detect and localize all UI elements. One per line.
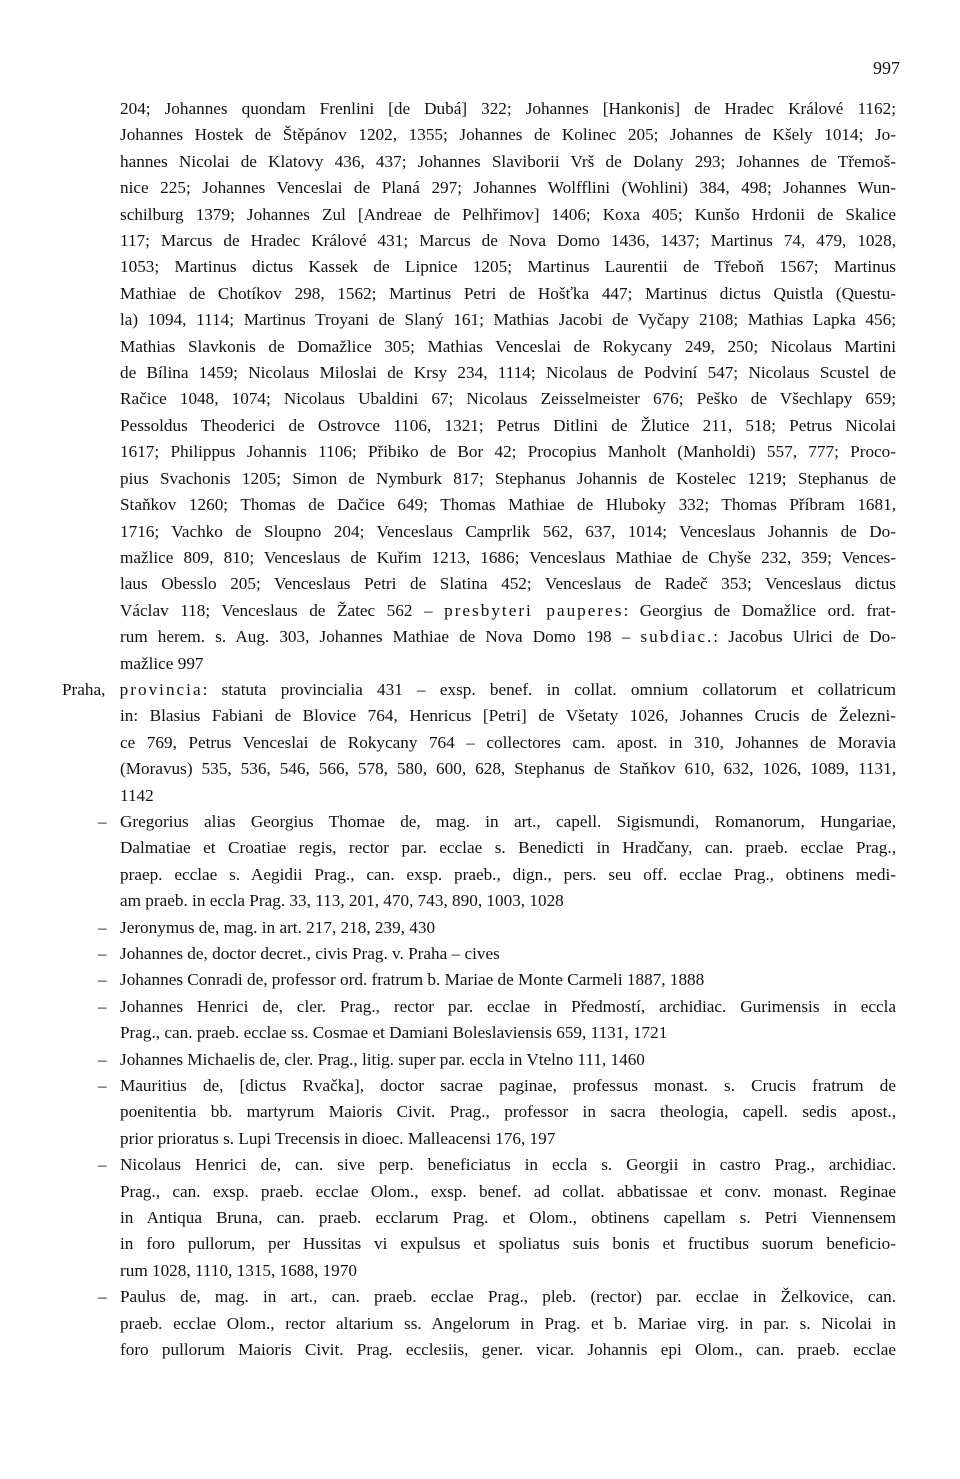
text-line: nice 225; Johannes Venceslai de Planá 297; Johannes Wolfflini (Wohlini) 384, 498; Johannes Wun- (120, 178, 896, 198)
text-line: praeb. ecclae Olom., rector altarium ss. Angelorum in Prag. et b. Mariae virg. in par. s. Nicolai in (120, 1313, 896, 1333)
text-line: 1617; Philippus Johannis 1106; Přibiko de Bor 42; Procopius Manholt (Manholdi) 557, 777; Proco- (120, 442, 896, 462)
text-line (120, 624, 896, 650)
text-line: Mathias Slavkonis de Domažlice 305; Mathias Venceslai de Rokycany 249, 250; Nicolaus Martini (120, 336, 896, 356)
dash-marker: – (98, 811, 107, 831)
spaced-term: presbyteri pauperes (444, 600, 624, 620)
text-line: prior prioratus s. Lupi Trecensis in dioec. Malleacensi 176, 197 (120, 1128, 556, 1148)
sub-entry (62, 915, 896, 941)
text-line: in: Blasius Fabiani de Blovice 764, Henricus [Petri] de Všetaty 1026, Johannes Crucis de Železni- (120, 706, 896, 726)
text-line: in foro pullorum, per Hussitas vi expulsus et spoliatus suis bonis et fructibus suorum beneficio- (120, 1234, 896, 1254)
text-line: 1716; Vachko de Sloupno 204; Venceslaus Camprlik 562, 637, 1014; Venceslaus Johannis de Do- (120, 521, 896, 541)
dash-marker: – (98, 944, 107, 963)
text-line: am praeb. in eccla Prag. 33, 113, 201, 470, 743, 890, 1003, 1028 (120, 891, 564, 911)
text-line: mažlice 997 (120, 653, 204, 673)
text-line: 1142 (120, 785, 154, 805)
sub-entry (62, 1152, 896, 1284)
sub-entry (62, 1284, 896, 1363)
sub-entry (62, 1047, 896, 1073)
text-line: 117; Marcus de Hradec Králové 431; Marcus de Nova Domo 1436, 1437; Martinus 74, 479, 1028, (120, 231, 896, 251)
text-line: Johannes de, doctor decret., civis Prag. v. Praha – cives (120, 944, 500, 963)
sub-entry (62, 994, 896, 1047)
sub-entry (62, 1073, 896, 1152)
text-line: in Antiqua Bruna, can. praeb. ecclarum Prag. et Olom., obtinens capellam s. Petri Viennensem (120, 1208, 896, 1228)
text-line: laus Obesslo 205; Venceslaus Petri de Slatina 452; Venceslaus de Radeč 353; Venceslaus dictus (120, 574, 896, 594)
text-line: Račice 1048, 1074; Nicolaus Ubaldini 67; Nicolaus Zeisselmeister 676; Peško de Všechlapy 659; (120, 389, 896, 409)
text-line: Pessoldus Theoderici de Ostrovce 1106, 1321; Petrus Ditlini de Žlutice 211, 518; Petrus Nicolai (120, 415, 896, 435)
text-segment: : statuta provincialia 431 – exsp. benef. in collat. omnium collatorum et collatricum (202, 679, 896, 699)
text-line: Mathiae de Chotíkov 298, 1562; Martinus Petri de Hošťka 447; Martinus dictus Quistla (Questu- (120, 283, 896, 303)
spaced-term: provincia (119, 679, 203, 699)
text-line: Prag., can. exsp. praeb. ecclae Olom., exsp. benef. ad collat. abbatissae et conv. monast. Reginae (120, 1181, 896, 1201)
text-line: Nicolaus Henrici de, can. sive perp. beneficiatus in eccla s. Georgii in castro Prag., archidiac. (120, 1155, 896, 1175)
text-segment: Václav 118; Venceslaus de Žatec 562 – (120, 600, 445, 620)
text-line: Jeronymus de, mag. in art. 217, 218, 239, 430 (120, 917, 436, 937)
text-segment: rum herem. s. Aug. 303, Johannes Mathiae de Nova Domo 198 – (120, 627, 641, 647)
text-line: Johannes Hostek de Štěpánov 1202, 1355; Johannes de Kolinec 205; Johannes de Kšely 1014; Jo- (120, 125, 896, 145)
dash-marker: – (98, 970, 107, 990)
sub-entry (62, 941, 896, 967)
text-line: Gregorius alias Georgius Thomae de, mag. in art., capell. Sigismundi, Romanorum, Hungariae, (120, 811, 896, 831)
continuation-paragraph (62, 96, 896, 677)
praha-entry (62, 677, 896, 809)
dash-marker: – (98, 1287, 107, 1307)
text-line: foro pullorum Maioris Civit. Prag. ecclesiis, gener. vicar. Johannis epi Olom., can. praeb. ecclae (120, 1340, 896, 1360)
text-line: Prag., can. praeb. ecclae ss. Cosmae et Damiani Boleslaviensis 659, 1131, 1721 (120, 1023, 668, 1043)
sub-entry (62, 967, 896, 993)
entry-head-line (62, 677, 896, 703)
text-segment: : Georgius de Domažlice ord. frat- (623, 600, 896, 620)
text-line: Johannes Conradi de, professor ord. fratrum b. Mariae de Monte Carmeli 1887, 1888 (120, 970, 705, 990)
dash-marker: – (98, 917, 107, 937)
entry-headword: Praha, (62, 679, 120, 699)
text-line: mažlice 809, 810; Venceslaus de Kuřim 1213, 1686; Venceslaus Mathiae de Chyše 232, 359; Vences- (120, 547, 896, 567)
dash-marker: – (98, 996, 107, 1016)
text-line: Staňkov 1260; Thomas de Dačice 649; Thomas Mathiae de Hluboky 332; Thomas Příbram 1681, (120, 495, 896, 515)
text-line (120, 598, 896, 624)
text-line: schilburg 1379; Johannes Zul [Andreae de Pelhřimov] 1406; Koxa 405; Kunšo Hrdonii de Skalice (120, 204, 896, 224)
text-line: Mauritius de, [dictus Rvačka], doctor sacrae paginae, professus monast. s. Crucis fratrum de (120, 1076, 896, 1096)
text-line: 1053; Martinus dictus Kassek de Lipnice 1205; Martinus Laurentii de Třeboň 1567; Martinus (120, 257, 896, 277)
text-segment: : Jacobus Ulrici de Do- (713, 627, 897, 647)
text-line: Johannes Henrici de, cler. Prag., rector par. ecclae in Předmostí, archidiac. Gurimensis in eccla (120, 996, 896, 1016)
sub-entry (62, 809, 896, 915)
text-line: la) 1094, 1114; Martinus Troyani de Slaný 161; Mathias Jacobi de Vyčapy 2108; Mathias Lapka 456; (120, 310, 896, 330)
text-line: pius Svachonis 1205; Simon de Nymburk 817; Stephanus Johannis de Kostelec 1219; Stephanus de (120, 468, 896, 488)
text-line: Dalmatiae et Croatiae regis, rector par. ecclae s. Benedicti in Hradčany, can. praeb. ecclae Prag., (120, 838, 896, 858)
text-line: hannes Nicolai de Klatovy 436, 437; Johannes Slaviborii Vrš de Dolany 293; Johannes de Třemoš- (120, 151, 896, 171)
text-line: Johannes Michaelis de, cler. Prag., litig. super par. eccla in Vtelno 111, 1460 (120, 1049, 645, 1069)
text-line: ce 769, Petrus Venceslai de Rokycany 764 – collectores cam. apost. in 310, Johannes de Moravia (120, 732, 896, 752)
text-line: praep. ecclae s. Aegidii Prag., can. exsp. praeb., dign., pers. seu off. ecclae Prag., obtinens medi- (120, 864, 896, 884)
text-line: Paulus de, mag. in art., can. praeb. ecclae Prag., pleb. (rector) par. ecclae in Želkovice, can. (120, 1287, 896, 1307)
text-line: poenitentia bb. martyrum Maioris Civit. Prag., professor in sacra theologia, capell. sedis apost., (120, 1102, 896, 1122)
text-line: (Moravus) 535, 536, 546, 566, 578, 580, 600, 628, Stephanus de Staňkov 610, 632, 1026, 1089, 1131, (120, 759, 896, 779)
index-content (62, 96, 896, 1364)
spaced-term: subdiac. (640, 627, 714, 647)
text-line: de Bílina 1459; Nicolaus Miloslai de Krsy 234, 1114; Nicolaus de Podviní 547; Nicolaus Scustel de (120, 363, 896, 383)
dash-marker: – (98, 1155, 107, 1175)
dash-marker: – (98, 1049, 107, 1069)
dash-marker: – (98, 1076, 107, 1096)
text-line: 204; Johannes quondam Frenlini [de Dubá] 322; Johannes [Hankonis] de Hradec Králové 1162; (120, 99, 896, 118)
text-line: rum 1028, 1110, 1315, 1688, 1970 (120, 1260, 357, 1280)
sub-entry-list (62, 809, 896, 1364)
page-number: 997 (873, 58, 900, 78)
